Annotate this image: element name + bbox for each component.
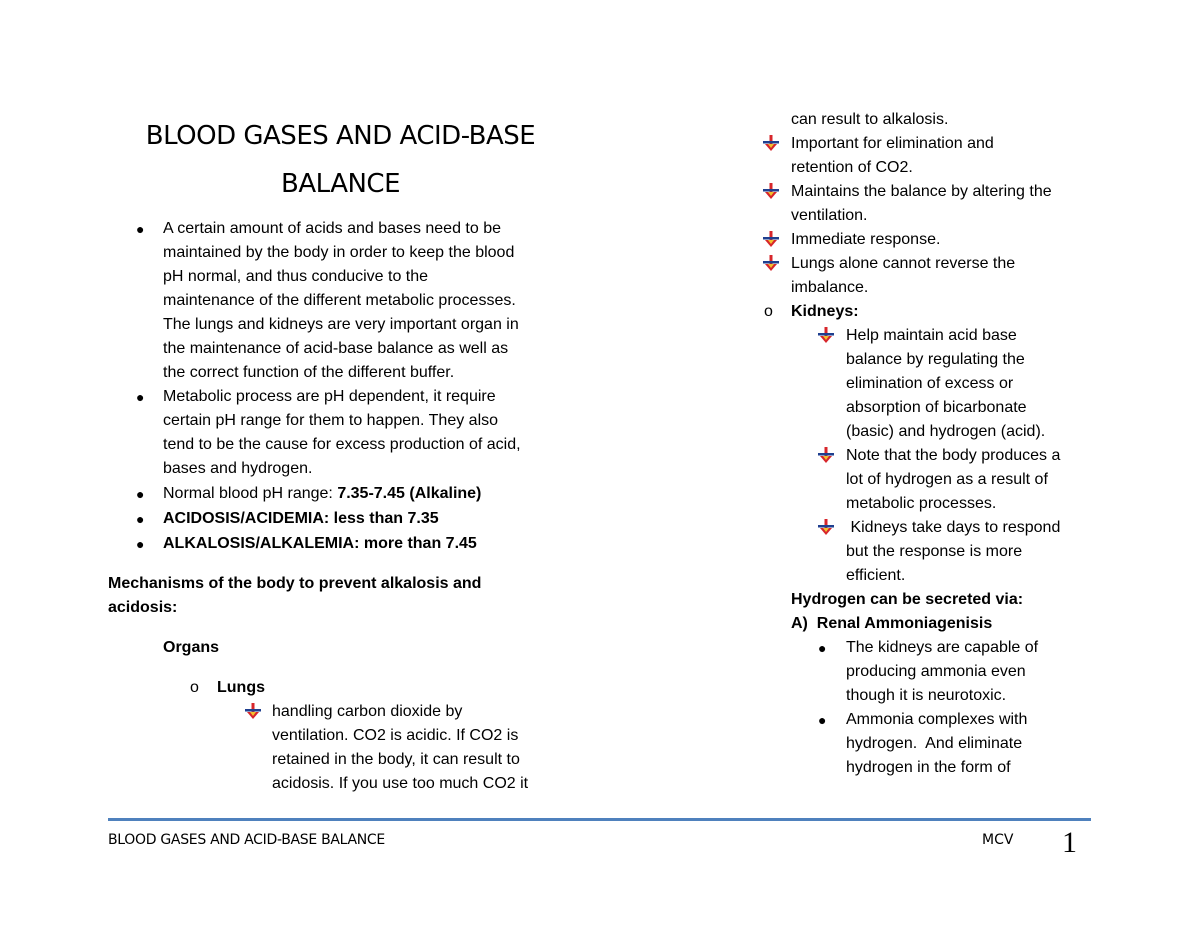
bullet-dot-icon: ● bbox=[136, 221, 145, 237]
organs-heading: Organs bbox=[163, 639, 220, 656]
bullet-dot-icon: ● bbox=[818, 712, 827, 728]
arrow-bullet-icon bbox=[763, 183, 779, 199]
footer-divider bbox=[108, 818, 1091, 821]
kidneys-heading: o Kidneys: bbox=[760, 300, 1100, 324]
title-line-2: BALANCE bbox=[280, 169, 401, 199]
list-item: ● Metabolic process are pH dependent, it require certain pH range for them to happen. They also tend to be the cause for excess production of acid, bases and hydrogen. bbox=[108, 385, 588, 481]
right-column bbox=[760, 108, 1100, 780]
continued-text: can result to alkalosis. bbox=[791, 111, 949, 128]
circle-bullet-icon: o bbox=[190, 679, 199, 696]
alkalosis-item: ● ALKALOSIS/ALKALEMIA: more than 7.45 bbox=[108, 532, 588, 556]
renal-bullet-list bbox=[760, 636, 1100, 780]
list-item: Immediate response. bbox=[760, 228, 1100, 252]
list-item: ● The kidneys are capable of producing ammonia even though it is neurotoxic. bbox=[760, 636, 1100, 708]
list-item: Help maintain acid base balance by regulating the elimination of excess or absorption of bicarbonate (basic) and hydrogen (acid). bbox=[760, 324, 1100, 444]
list-item: Kidneys take days to respond but the response is more efficient. bbox=[760, 516, 1100, 588]
arrow-bullet-icon bbox=[818, 327, 834, 343]
ph-range-value: 7.35-7.45 (Alkaline) bbox=[337, 485, 482, 502]
arrow-bullet-icon bbox=[763, 255, 779, 271]
list-item: Maintains the balance by altering the ventilation. bbox=[760, 180, 1100, 228]
footer-title: BLOOD GASES AND ACID-BASE BALANCE bbox=[108, 832, 385, 848]
renal-heading: A) Renal Ammoniagenisis bbox=[791, 615, 993, 632]
list-item: handling carbon dioxide by ventilation. CO2 is acidic. If CO2 is retained in the body, it can result to acidosis. If you use too much CO2 it bbox=[245, 700, 585, 796]
arrow-bullet-icon bbox=[245, 703, 261, 719]
lungs-detail bbox=[245, 700, 585, 796]
bullet-dot-icon: ● bbox=[136, 389, 145, 405]
arrow-bullet-icon bbox=[763, 135, 779, 151]
list-item: Important for elimination and retention of CO2. bbox=[760, 132, 1100, 180]
arrow-bullet-icon bbox=[818, 519, 834, 535]
ph-range-item: ● Normal blood pH range: 7.35-7.45 (Alkaline) bbox=[108, 482, 588, 506]
mechanisms-heading: Mechanisms of the body to prevent alkalosis and acidosis: bbox=[108, 575, 482, 616]
page-title bbox=[108, 112, 573, 208]
bullet-dot-icon: ● bbox=[136, 536, 145, 552]
lungs-heading: o Lungs bbox=[190, 676, 265, 700]
page-number: 1 bbox=[1062, 826, 1077, 859]
list-item: ● A certain amount of acids and bases need to be maintained by the body in order to keep the blood pH normal, and thus conducive to the maintenance of the different metabolic processes. The lungs and kidneys are very important organ in the maintenance of acid-base balance as well as the correct function of the different buffer. bbox=[108, 217, 588, 385]
bullet-dot-icon: ● bbox=[136, 511, 145, 527]
bullet-dot-icon: ● bbox=[136, 486, 145, 502]
hydrogen-heading: Hydrogen can be secreted via: bbox=[791, 591, 1024, 608]
list-item: Note that the body produces a lot of hydrogen as a result of metabolic processes. bbox=[760, 444, 1100, 516]
acidosis-item: ● ACIDOSIS/ACIDEMIA: less than 7.35 bbox=[108, 507, 588, 531]
circle-bullet-icon: o bbox=[764, 303, 773, 320]
list-item: Lungs alone cannot reverse the imbalance. bbox=[760, 252, 1100, 300]
title-line-1: BLOOD GASES AND ACID-BASE bbox=[145, 121, 536, 151]
list-item: ● Ammonia complexes with hydrogen. And eliminate hydrogen in the form of bbox=[760, 708, 1100, 780]
arrow-bullet-icon bbox=[818, 447, 834, 463]
kidneys-detail bbox=[760, 324, 1100, 588]
bullet-dot-icon: ● bbox=[818, 640, 827, 656]
intro-bullet-list bbox=[108, 217, 588, 556]
footer-author: MCV bbox=[982, 832, 1014, 848]
arrow-bullet-icon bbox=[763, 231, 779, 247]
